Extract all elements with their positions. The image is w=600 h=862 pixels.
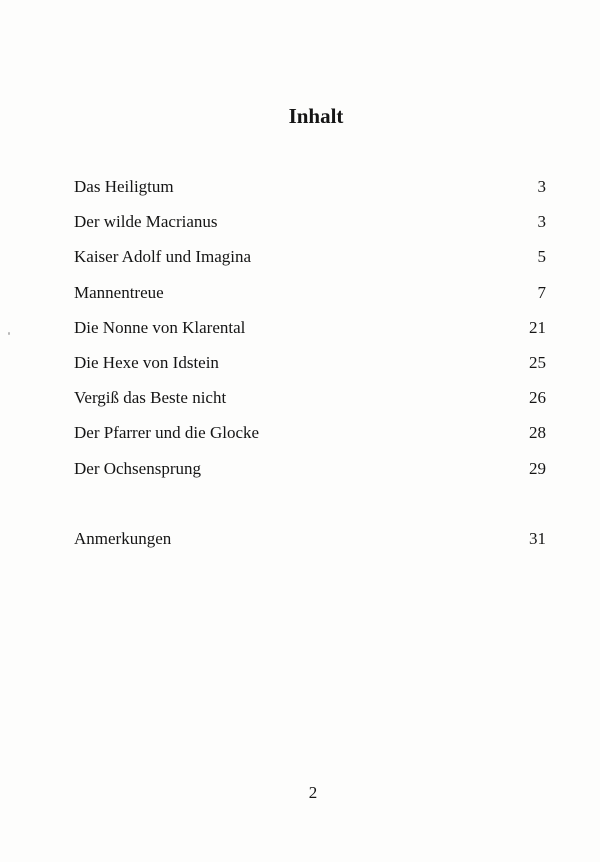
toc-entry-title: Das Heiligtum	[74, 177, 174, 196]
toc-appendix-title: Anmerkungen	[74, 528, 172, 548]
toc-appendix-page: 31	[529, 528, 546, 548]
toc-entry-title: Vergiß das Beste nicht	[74, 388, 227, 408]
scan-speck	[8, 332, 10, 335]
page-number: 2	[308, 783, 318, 802]
toc-entry-page: 3	[537, 177, 546, 196]
toc-entry-title: Der wilde Macrianus	[74, 212, 218, 232]
page-title: Inhalt	[288, 104, 344, 128]
toc-entry	[74, 247, 546, 282]
toc-entry	[74, 388, 546, 423]
toc-entry	[74, 318, 546, 353]
toc-entry-title: Die Nonne von Klarental	[74, 317, 246, 337]
table-of-contents	[74, 177, 546, 564]
toc-entry	[74, 283, 546, 318]
toc-entry-title: Der Ochsensprung	[74, 458, 201, 478]
toc-entry-page: 3	[537, 212, 546, 232]
toc-entry	[74, 212, 546, 247]
toc-entry-title: Die Hexe von Idstein	[74, 352, 219, 372]
toc-entry-title: Mannentreue	[74, 282, 164, 302]
toc-entry	[74, 423, 546, 458]
toc-entry-page: 21	[529, 317, 546, 337]
toc-entry-page: 5	[537, 247, 546, 267]
toc-entry-page: 28	[529, 423, 546, 443]
toc-entry-page: 25	[529, 352, 546, 372]
toc-entry	[74, 177, 546, 212]
toc-entry-page: 29	[529, 458, 546, 478]
toc-entry-title: Der Pfarrer und die Glocke	[74, 423, 260, 443]
toc-appendix-entry	[74, 529, 546, 564]
toc-entry-page: 7	[537, 282, 546, 302]
toc-entry-title: Kaiser Adolf und Imagina	[74, 247, 252, 267]
toc-entry	[74, 353, 546, 388]
toc-entry	[74, 459, 546, 494]
toc-entry-page: 26	[529, 388, 546, 408]
